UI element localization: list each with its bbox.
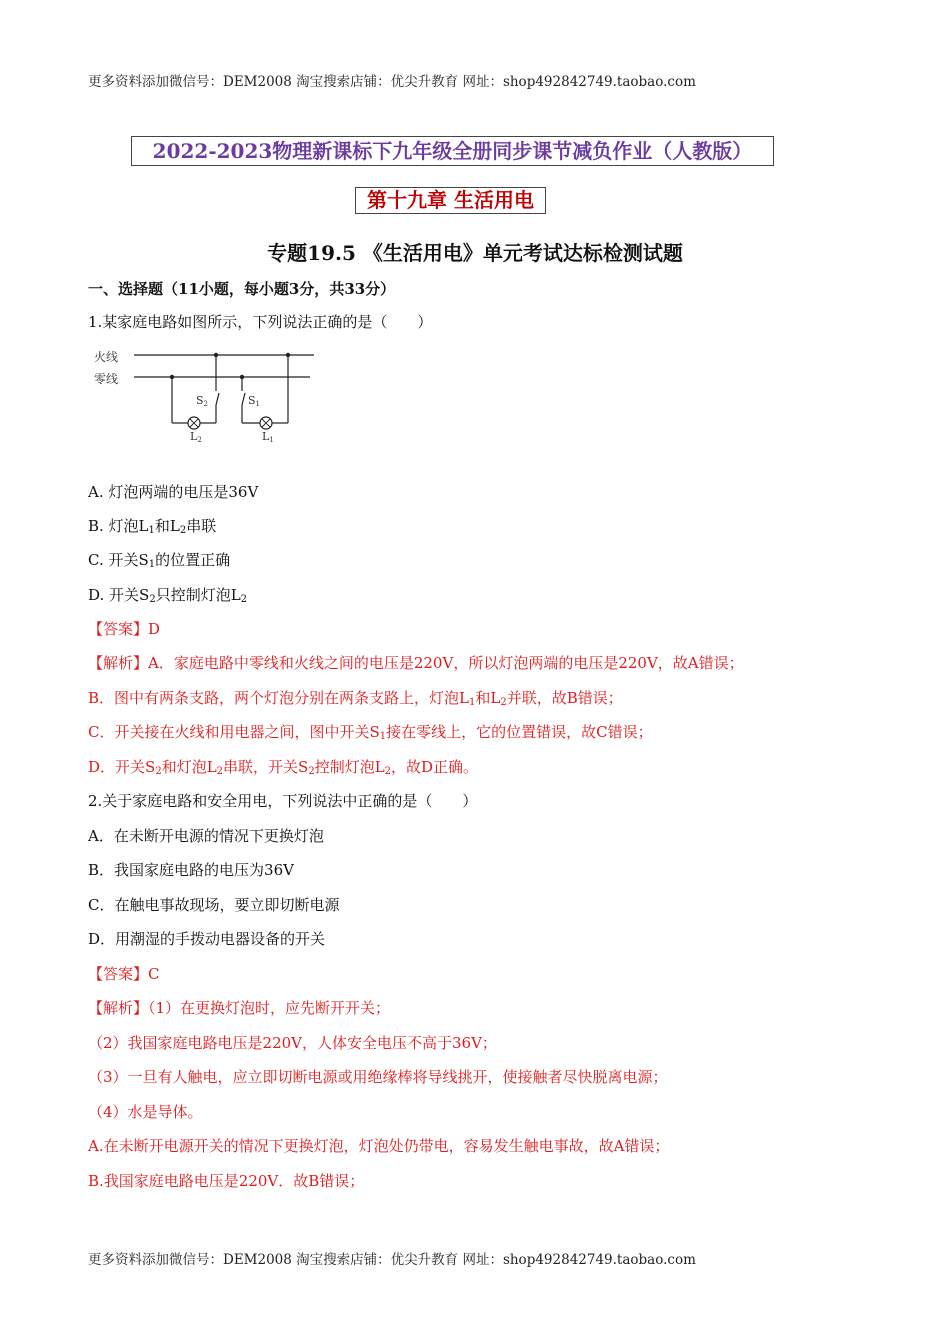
lamp-l1-label: L	[262, 430, 270, 443]
q2-analysis-4: （4）水是导体。	[88, 1103, 203, 1121]
switch-s1-label: S	[248, 394, 256, 407]
q1-option-a: A. 灯泡两端的电压是36V	[88, 483, 259, 501]
q1-option-b: B. 灯泡$L_1$和$L_2$串联	[88, 517, 217, 536]
q2-analysis-1: 【解析】（1）在更换灯泡时，应先断开开关；	[88, 999, 391, 1017]
circuit-diagram	[88, 343, 328, 448]
page-header: 更多资料添加微信号：DEM2008 淘宝搜索店铺：优尖升教育 网址：shop492842749.taobao.com	[88, 74, 696, 90]
q1-option-c: C. 开关$S_1$的位置正确	[88, 551, 231, 570]
q2-option-b: B．我国家庭电路的电压为36V	[88, 861, 294, 879]
lamp-l2-label: L	[190, 430, 198, 443]
section-heading: 一、选择题（11小题，每小题3分，共33分）	[88, 280, 396, 298]
lamp-l1-sub: 1	[269, 436, 274, 444]
page-footer: 更多资料添加微信号：DEM2008 淘宝搜索店铺：优尖升教育 网址：shop492842749.taobao.com	[88, 1252, 696, 1268]
topic-title: 专题19.5 《生活用电》单元考试达标检测试题	[267, 241, 683, 265]
q2-answer: 【答案】C	[88, 965, 160, 983]
q1-analysis-b: B．图中有两条支路，两个灯泡分别在两条支路上，灯泡$L_1$和$L_2$并联，故B错误；	[88, 689, 623, 708]
svg-text:S2	[196, 394, 208, 408]
q2-option-d: D．用潮湿的手拨动电器设备的开关	[88, 930, 326, 948]
junction-dot	[214, 353, 218, 357]
switch-s2-icon	[216, 393, 219, 405]
switch-s1-icon	[242, 393, 245, 405]
q1-answer: 【答案】D	[88, 620, 161, 638]
neutral-wire-label: 零线	[94, 372, 119, 386]
lamp-l2-sub: 2	[197, 436, 202, 444]
svg-text:S1	[248, 394, 260, 408]
q2-option-a: A．在未断开电源的情况下更换灯泡	[88, 827, 324, 845]
q1-stem: 1.某家庭电路如图所示，下列说法正确的是（ ）	[88, 313, 433, 331]
q1-analysis-c: C．开关接在火线和用电器之间，图中开关$S_1$接在零线上，它的位置错误，故C错误；	[88, 723, 653, 742]
switch-s2-label: S	[196, 394, 204, 407]
svg-text:L2	[190, 430, 202, 444]
switch-s1-sub: 1	[255, 400, 261, 408]
switch-s2-sub: 2	[203, 400, 209, 408]
q1-analysis-d: D．开关$S_2$和灯泡$L_2$串联，开关$S_2$控制灯泡$L_2$，故D正确。	[88, 758, 479, 777]
q2-option-c: C．在触电事故现场，要立即切断电源	[88, 896, 340, 914]
q1-analysis-a: 【解析】A．家庭电路中零线和火线之间的电压是220V，所以灯泡两端的电压是220V，故A错误；	[88, 654, 744, 672]
q1-option-d: D. 开关$S_2$只控制灯泡$L_2$	[88, 586, 248, 605]
q2-analysis-2: （2）我国家庭电路电压是220V，人体安全电压不高于36V；	[88, 1034, 497, 1052]
junction-dot	[286, 353, 290, 357]
chapter-title: 第十九章 生活用电	[355, 187, 546, 214]
series-title: 2022-2023物理新课标下九年级全册同步课节减负作业（人教版）	[131, 136, 774, 166]
q2-analysis-3: （3）一旦有人触电，应立即切断电源或用绝缘棒将导线挑开，使接触者尽快脱离电源；	[88, 1068, 668, 1086]
q2-analysis-b: B.我国家庭电路电压是220V．故B错误；	[88, 1172, 365, 1190]
q2-analysis-a: A.在未断开电源开关的情况下更换灯泡，灯泡处仍带电，容易发生触电事故，故A错误；	[88, 1137, 670, 1155]
live-wire-label: 火线	[94, 350, 119, 364]
q2-stem: 2.关于家庭电路和安全用电，下列说法中正确的是（ ）	[88, 792, 478, 810]
svg-text:L1	[262, 430, 274, 444]
